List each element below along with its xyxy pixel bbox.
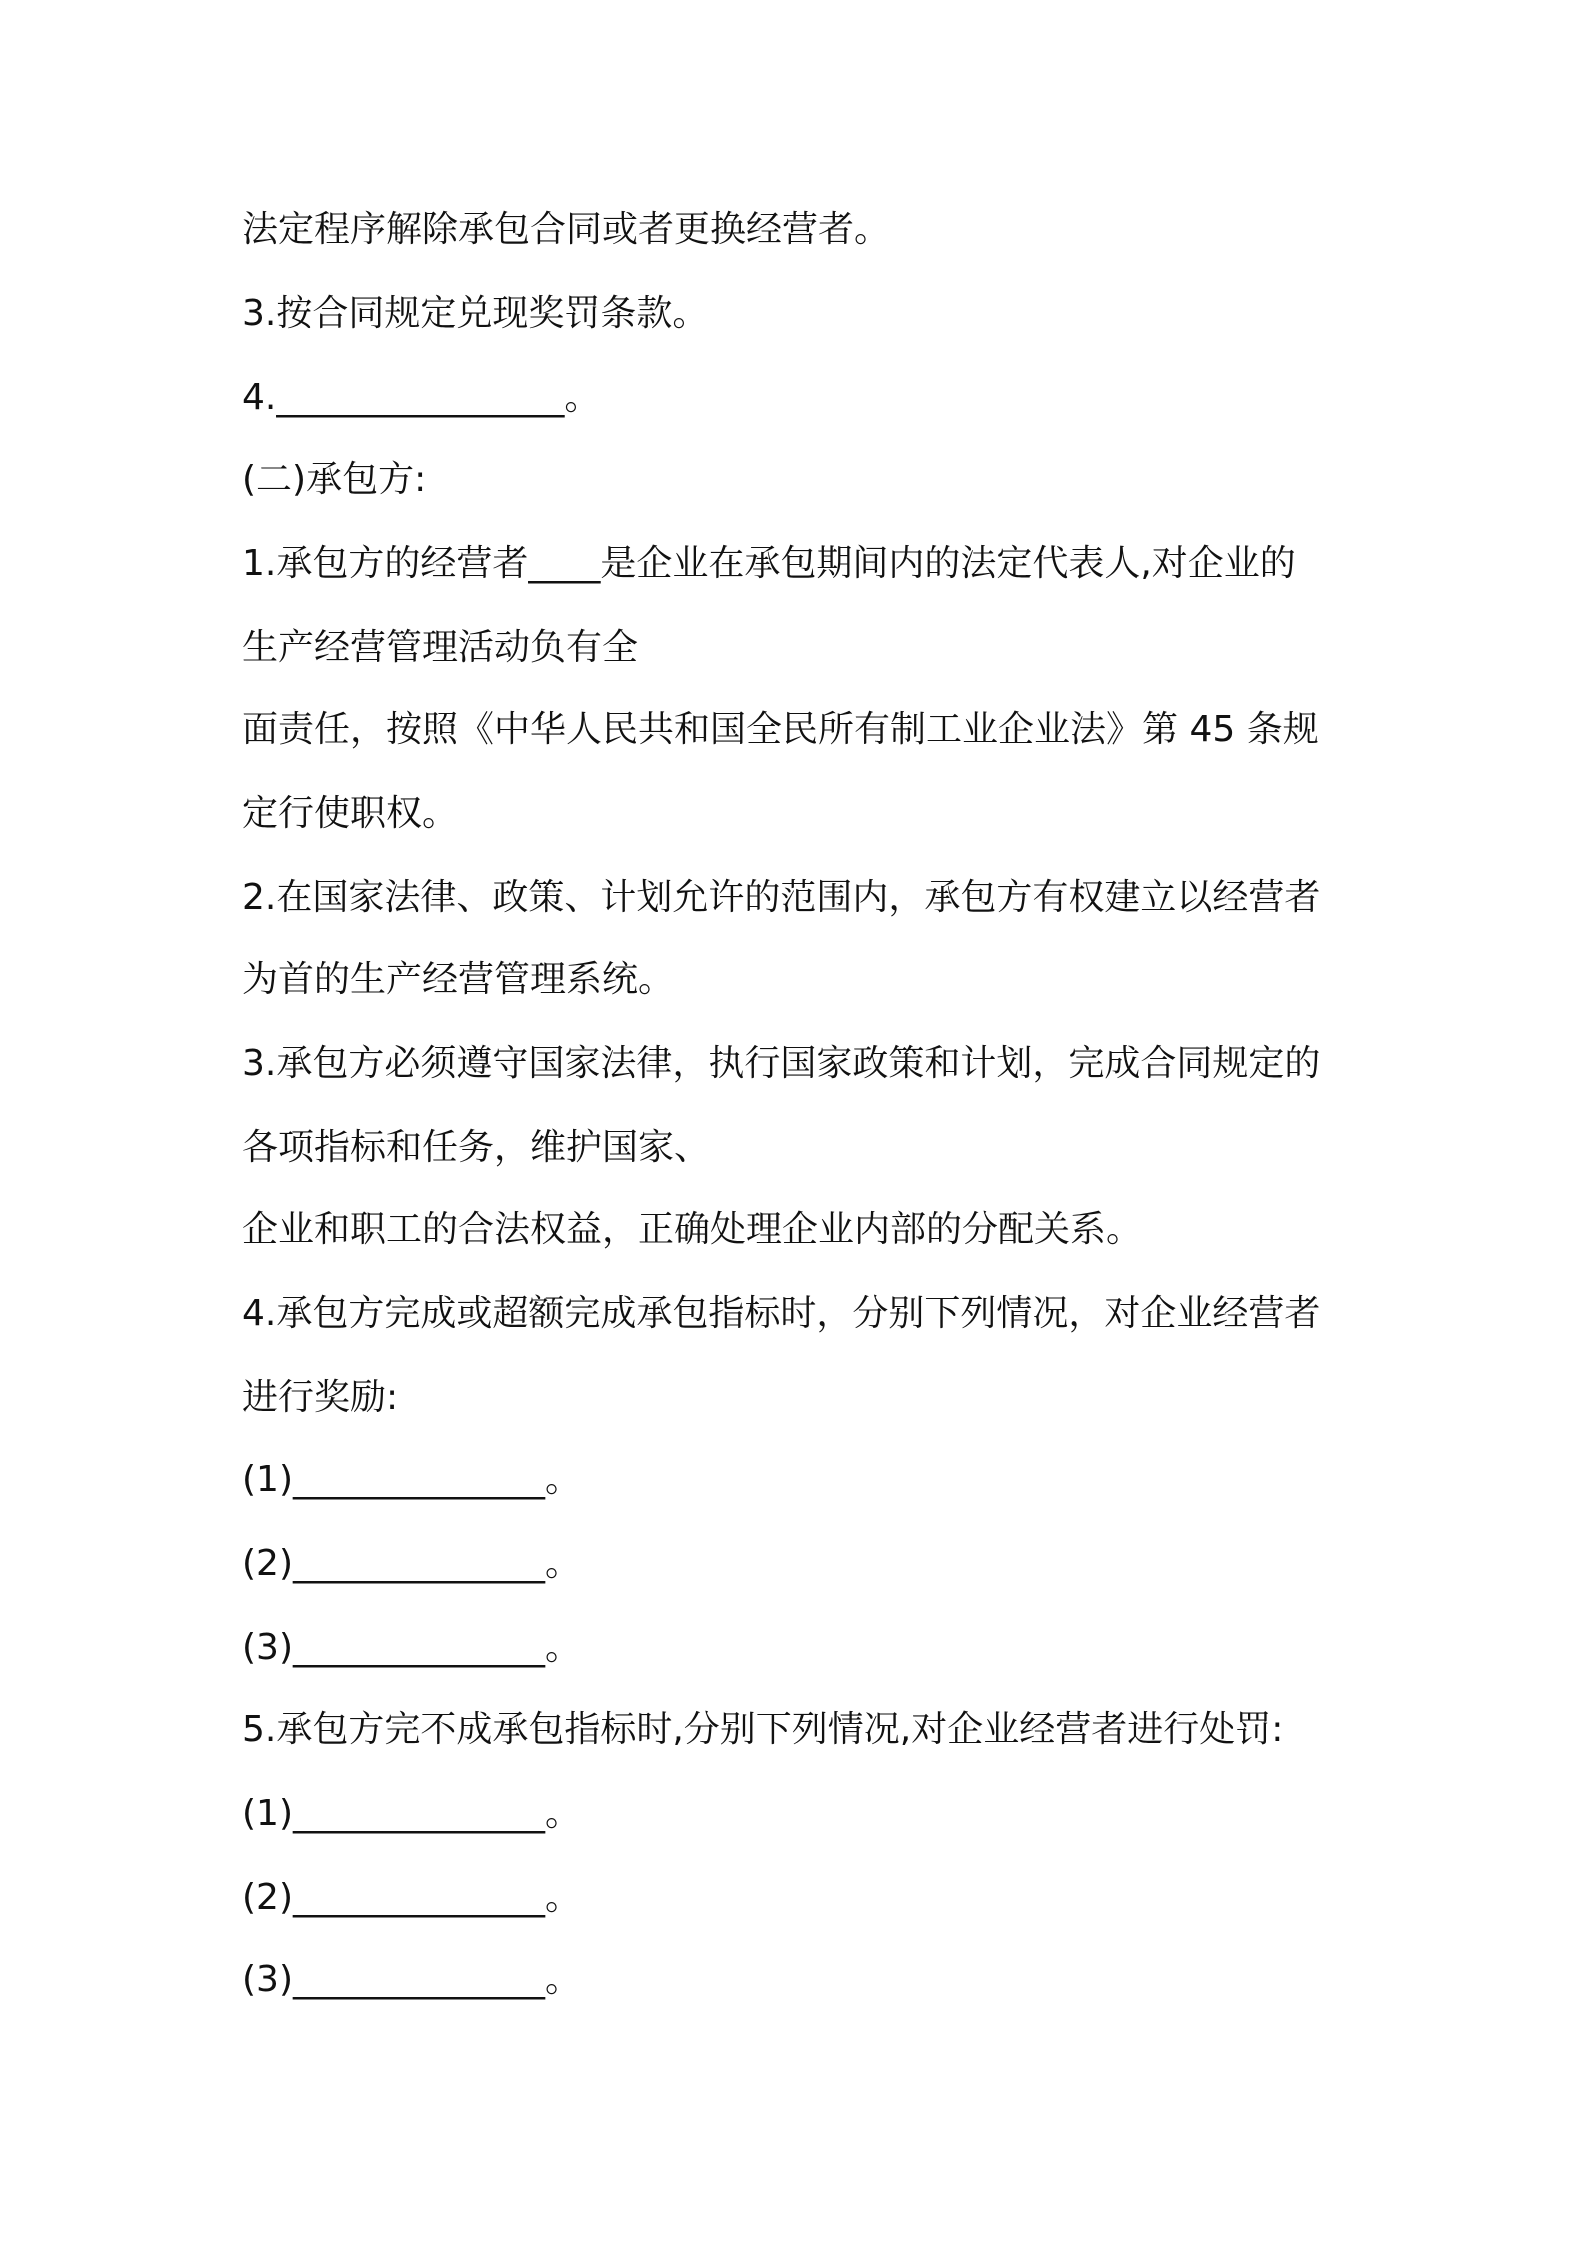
text-line: 1.承包方的经营者____是企业在承包期间内的法定代表人,对企业的 [242,543,1296,584]
text-line: 生产经营管理活动负有全 [242,627,639,668]
list-item: (1)______________。 [242,1793,581,1834]
list-item: (1)______________。 [242,1459,581,1500]
text-line: 定行使职权。 [242,793,459,834]
list-item: (2)______________。 [242,1543,581,1584]
text-line: 进行奖励: [242,1377,399,1418]
text-line: 各项指标和任务，维护国家、 [242,1127,711,1168]
text-line: 4.承包方完成或超额完成承包指标时，分别下列情况，对企业经营者 [242,1293,1321,1334]
text-line: 2.在国家法律、政策、计划允许的范围内，承包方有权建立以经营者 [242,877,1321,918]
text-line: 企业和职工的合法权益，正确处理企业内部的分配关系。 [242,1209,1143,1250]
text-line: 法定程序解除承包合同或者更换经营者。 [242,209,891,250]
section-heading: (二)承包方: [242,459,427,500]
list-item: (2)______________。 [242,1877,581,1918]
text-line: 4.________________。 [242,377,601,418]
text-line: 3.按合同规定兑现奖罚条款。 [242,293,709,334]
text-line: 3.承包方必须遵守国家法律，执行国家政策和计划，完成合同规定的 [242,1043,1321,1084]
list-item: (3)______________。 [242,1627,581,1668]
text-line: 面责任，按照《中华人民共和国全民所有制工业企业法》第 45 条规 [242,709,1319,750]
text-line: 5.承包方完不成承包指标时,分别下列情况,对企业经营者进行处罚: [242,1709,1284,1750]
list-item: (3)______________。 [242,1959,581,2000]
text-line: 为首的生产经营管理系统。 [242,959,675,1000]
